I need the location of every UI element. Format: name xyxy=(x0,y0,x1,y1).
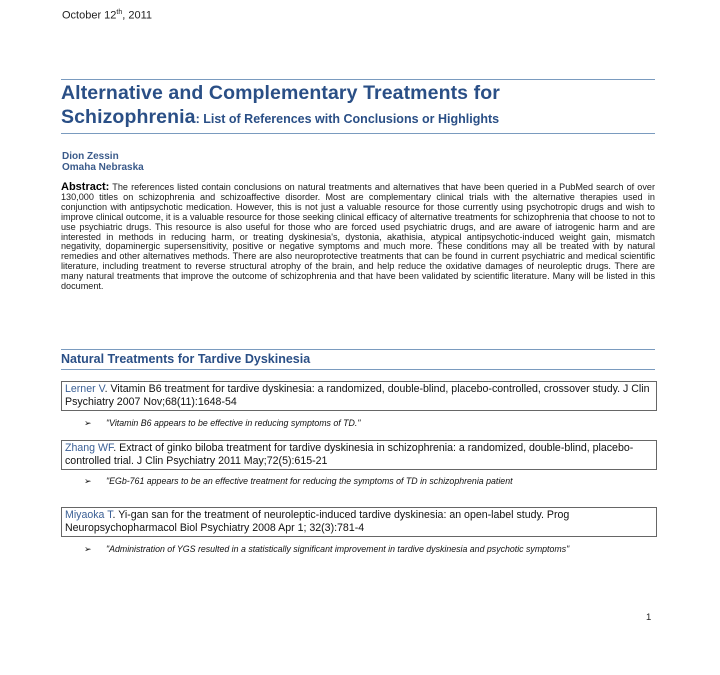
reference-author-link[interactable]: Miyaoka T xyxy=(65,509,113,521)
reference-author-link[interactable]: Lerner V xyxy=(65,383,105,395)
section-heading: Natural Treatments for Tardive Dyskinesia xyxy=(61,349,655,370)
abstract-text: The references listed contain conclusions on natural treatments and alternatives that have been queried in a PubMed search of over 130,000 titles on schizophrenia and schizoaffective disorder. Most are complementary clinical trials with the alternative therapies used in conjunction with antipsychotic medication. However, this is not just a valuable resource for those currently using psychotropic drugs and wish to improve clinical outcome, it is a valuable resource for those seeking clinical efficacy of alternative treatments for schizophrenia that choose to not to use psychiatric drugs. This resource is also useful for those who are forced used psychiatric drugs, and are aware of iatrogenic harm and are interested in methods in reducing harm, or treating dyskinesia's, dystonia, akathisia, atypical antipsychotic-induced weight gain, mismatch negativity, dopaminergic supersensitivity, positive or negative symptoms and much more. These conditions may all be treated with by natural remedies and other alternatives methods. There are also neuroprotective treatments that can be found in current psychiatric and medical scientific literature, including treatment to reverse structural atrophy of the brain, and help reduce the oxidative damages of neuroleptic drugs. There are many natural treatments that improve the outcome of schizophrenia and that have been validated by scientific literature. Many will be listed in this document. xyxy=(61,182,655,292)
title-keyword: Schizophrenia xyxy=(61,106,196,128)
document-date xyxy=(62,9,152,22)
reference-highlight xyxy=(84,544,644,555)
arrow-bullet-icon: ➢ xyxy=(84,418,92,428)
page-number: 1 xyxy=(646,612,652,623)
author-name: Dion Zessin xyxy=(62,151,119,162)
reference-citation: . Extract of ginko biloba treatment for tardive dyskinesia in schizophrenia: a randomized, double-blind, placebo-controlled trial. J Clin Psychiatry 2011 May;72(5):615-21 xyxy=(65,442,634,467)
abstract xyxy=(61,183,655,292)
date-suffix: , 2011 xyxy=(122,9,153,22)
date-ordinal: th xyxy=(116,9,123,16)
reference-box xyxy=(61,440,657,470)
title-line-1: Alternative and Complementary Treatments for xyxy=(61,82,500,104)
reference-author-link[interactable]: Zhang WF xyxy=(65,442,114,454)
author-block xyxy=(62,151,144,173)
title-subtitle: : List of References with Conclusions or Highlights xyxy=(195,112,500,126)
date-prefix: October 12 xyxy=(62,9,117,22)
highlight-text: "EGb-761 appears to be an effective treatment for reducing the symptoms of TD in schizophrenia patient xyxy=(106,476,513,486)
reference-box xyxy=(61,507,657,537)
reference-highlight xyxy=(84,476,644,487)
author-location: Omaha Nebraska xyxy=(62,162,144,173)
title-line-2 xyxy=(61,105,655,129)
abstract-label: Abstract: xyxy=(61,181,110,193)
reference-citation: . Vitamin B6 treatment for tardive dyskinesia: a randomized, double-blind, placebo-controlled, crossover study. J Clin Psychiatry 2007 Nov;68(11):1648-54 xyxy=(65,383,650,408)
reference-highlight xyxy=(84,418,644,429)
title-block xyxy=(61,79,655,134)
reference-citation: . Yi-gan san for the treatment of neuroleptic-induced tardive dyskinesia: an open-label study. Prog Neuropsychopharmacol Biol Psychiatry 2008 Apr 1; 32(3):781-4 xyxy=(65,509,570,534)
arrow-bullet-icon: ➢ xyxy=(84,476,92,486)
highlight-text: "Vitamin B6 appears to be effective in reducing symptoms of TD." xyxy=(106,418,361,428)
highlight-text: "Administration of YGS resulted in a statistically significant improvement in tardive dyskinesia and psychotic symptoms" xyxy=(106,544,570,554)
arrow-bullet-icon: ➢ xyxy=(84,544,92,554)
reference-box xyxy=(61,381,657,411)
